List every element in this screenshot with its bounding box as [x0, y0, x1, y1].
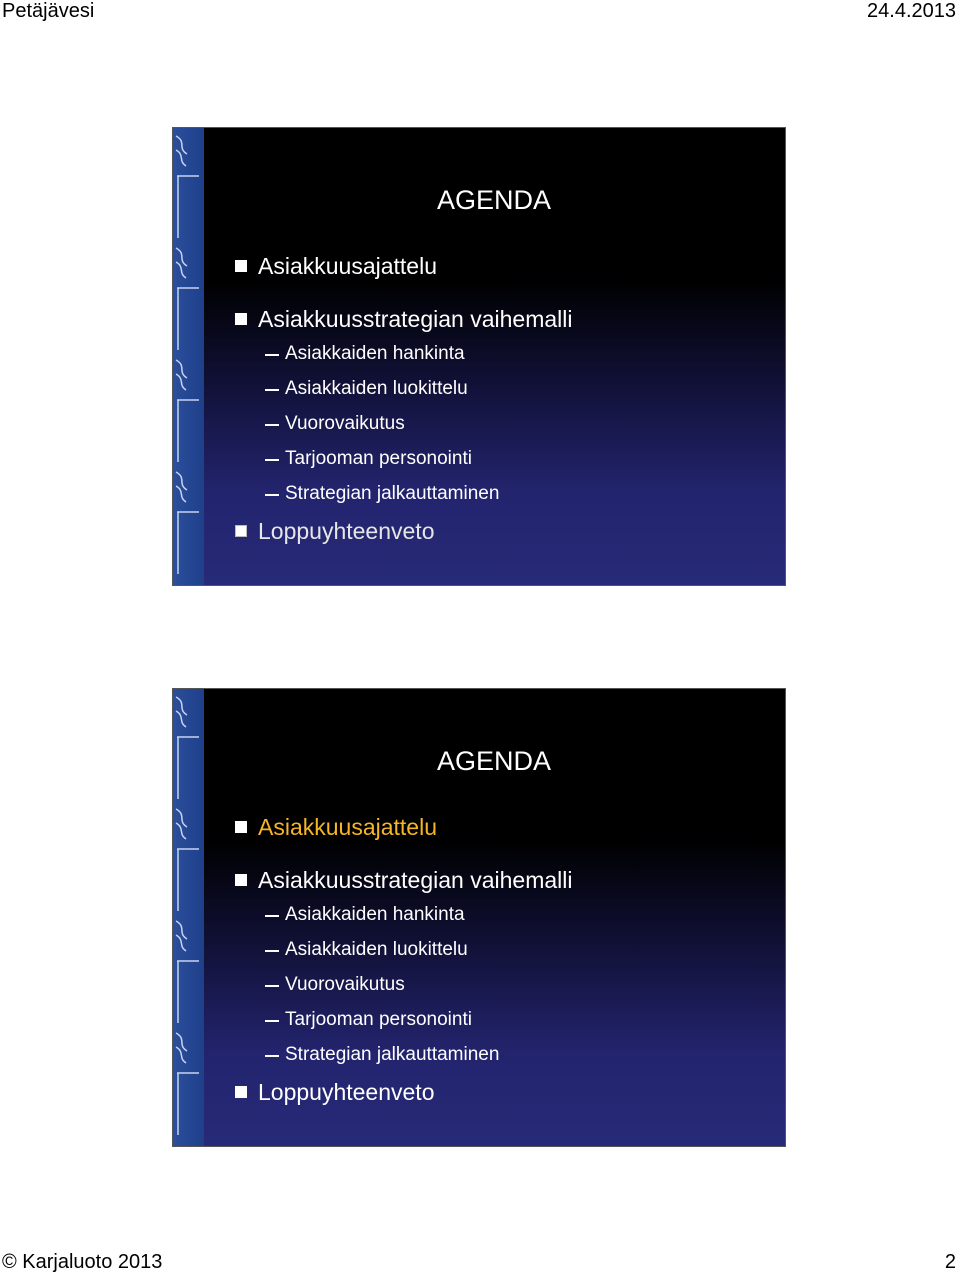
square-bullet-icon: [235, 821, 247, 833]
agenda-item: [235, 866, 775, 894]
agenda-subitem: Strategian jalkauttaminen: [235, 482, 775, 505]
header-date: 24.4.2013: [867, 0, 956, 22]
slide-2: [172, 688, 786, 1147]
agenda-item-label: Asiakkuusajattelu: [258, 253, 437, 279]
agenda-subitem: Tarjooman personointi: [235, 1008, 775, 1031]
slide-title: AGENDA: [436, 185, 552, 215]
agenda-subitem: Vuorovaikutus: [235, 973, 775, 996]
slide-title: AGENDA: [436, 746, 552, 776]
dash-bullet-icon: [265, 915, 279, 917]
dash-bullet-icon: [265, 354, 279, 356]
dash-bullet-icon: [265, 950, 279, 952]
header-location: Petäjävesi: [2, 0, 95, 22]
agenda-item-label: Loppuyhteenveto: [258, 518, 435, 544]
agenda-item: [235, 1078, 775, 1106]
square-bullet-icon: [235, 313, 247, 325]
agenda-subitems: [235, 342, 775, 505]
agenda-item-label: Asiakkuusstrategian vaihemalli: [258, 306, 573, 332]
agenda-subitem: Vuorovaikutus: [235, 412, 775, 435]
agenda-item-label: Asiakkuusajattelu: [258, 814, 437, 840]
agenda-item: [235, 252, 775, 280]
slide-1: [172, 127, 786, 586]
agenda-subitem: Tarjooman personointi: [235, 447, 775, 470]
agenda-item: [235, 305, 775, 333]
dash-bullet-icon: [265, 424, 279, 426]
dash-bullet-icon: [265, 494, 279, 496]
footer-copyright: © Karjaluoto 2013: [2, 1251, 163, 1273]
square-bullet-icon: [235, 1086, 247, 1098]
agenda-subitem: Asiakkaiden hankinta: [235, 903, 775, 926]
page-number: 2: [944, 1251, 956, 1273]
dash-bullet-icon: [265, 459, 279, 461]
agenda-item-active: [235, 813, 775, 841]
agenda-subitem: Asiakkaiden hankinta: [235, 342, 775, 365]
agenda-subitem: Asiakkaiden luokittelu: [235, 938, 775, 961]
agenda-item-label: Loppuyhteenveto: [258, 1079, 435, 1105]
agenda-item: [235, 517, 775, 545]
agenda-item-label: Asiakkuusstrategian vaihemalli: [258, 867, 573, 893]
agenda-subitem: Asiakkaiden luokittelu: [235, 377, 775, 400]
square-bullet-icon: [235, 260, 247, 272]
dash-bullet-icon: [265, 1055, 279, 1057]
dash-bullet-icon: [265, 389, 279, 391]
dash-bullet-icon: [265, 1020, 279, 1022]
dash-bullet-icon: [265, 985, 279, 987]
agenda-subitems: [235, 903, 775, 1066]
square-bullet-icon: [235, 525, 247, 537]
square-bullet-icon: [235, 874, 247, 886]
agenda-subitem: Strategian jalkauttaminen: [235, 1043, 775, 1066]
